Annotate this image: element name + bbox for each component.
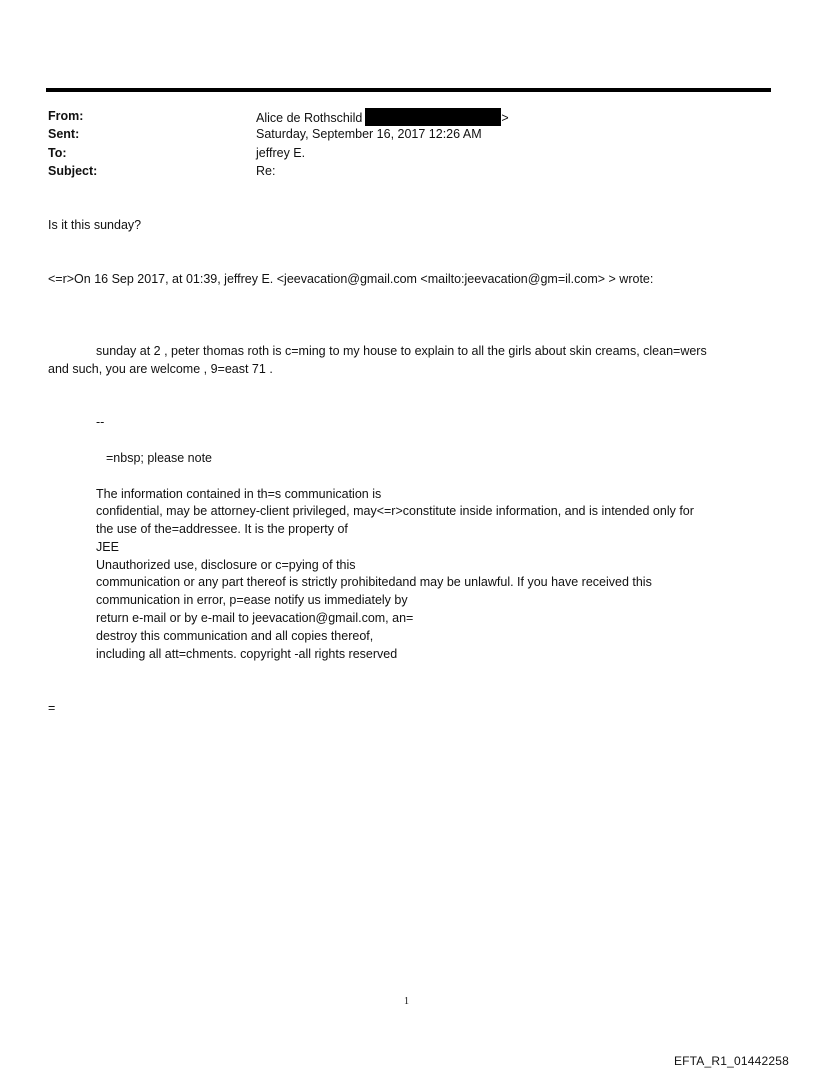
from-close: > <box>501 111 509 125</box>
to-label: To: <box>48 146 67 160</box>
disclaimer-line: JEE <box>96 540 119 554</box>
quote-header: <=r>On 16 Sep 2017, at 01:39, jeffrey E. <jeevacation@gmail.com <mailto:jeevacation@gm=il.com> > wrote: <box>48 272 654 286</box>
subject-value: Re: <box>256 164 276 178</box>
quoted-message-line-2: and such, you are welcome , 9=east 71 . <box>48 362 273 376</box>
sent-value: Saturday, September 16, 2017 12:26 AM <box>256 127 482 141</box>
redaction-block <box>365 108 501 126</box>
disclaimer-line: communication or any part thereof is strictly prohibitedand may be unlawful. If you have received this <box>96 575 652 589</box>
quoted-message-line-1: sunday at 2 , peter thomas roth is c=ming to my house to explain to all the girls about skin creams, clean=wers <box>96 344 707 358</box>
from-value <box>256 108 509 126</box>
subject-label: Subject: <box>48 164 98 178</box>
to-value: jeffrey E. <box>256 146 306 160</box>
please-note: =nbsp; please note <box>106 451 212 465</box>
reply-text: Is it this sunday? <box>48 218 142 232</box>
sent-label: Sent: <box>48 127 80 141</box>
disclaimer-line: including all att=chments. copyright -all rights reserved <box>96 647 398 661</box>
disclaimer-line: return e-mail or by e-mail to jeevacation@gmail.com, an= <box>96 611 414 625</box>
page-number: 1 <box>404 996 409 1007</box>
from-name: Alice de Rothschild <box>256 111 363 125</box>
from-label: From: <box>48 109 84 123</box>
disclaimer-line: the use of the=addressee. It is the property of <box>96 522 348 536</box>
trailing-char: = <box>48 701 56 715</box>
disclaimer-line: communication in error, p=ease notify us immediately by <box>96 593 408 607</box>
disclaimer-line: confidential, may be attorney-client privileged, may<=r>constitute inside information, and is intended only for <box>96 504 694 518</box>
document-id: EFTA_R1_01442258 <box>673 1054 789 1068</box>
disclaimer-line: destroy this communication and all copies thereof, <box>96 629 374 643</box>
disclaimer-line: Unauthorized use, disclosure or c=pying of this <box>96 558 356 572</box>
disclaimer-line: The information contained in th=s communication is <box>96 487 382 501</box>
header-rule <box>46 88 771 92</box>
signature-separator: -- <box>96 415 105 429</box>
